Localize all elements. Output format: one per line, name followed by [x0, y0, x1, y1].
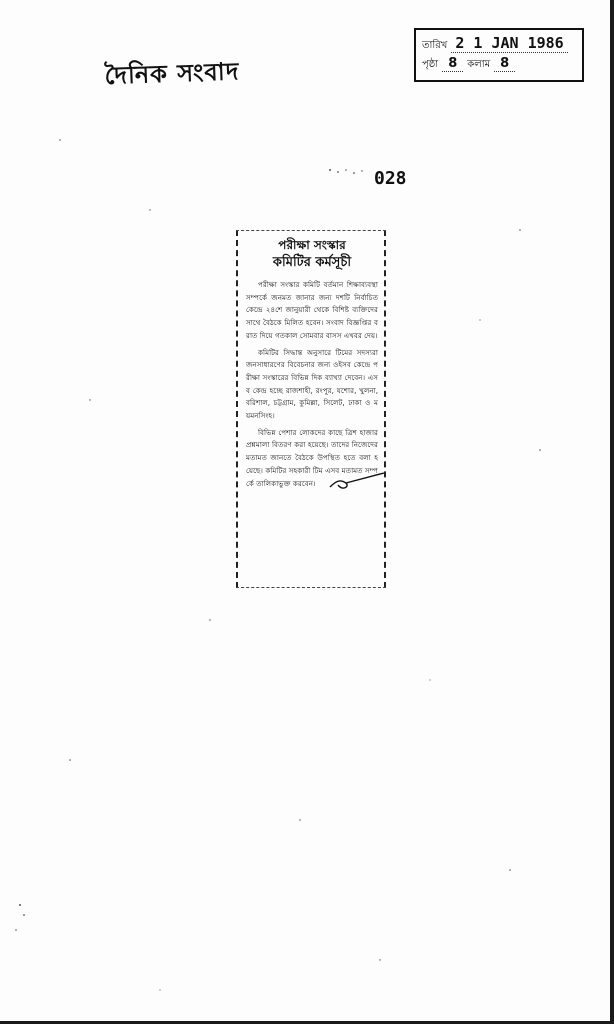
- article-paragraph: বিভিন্ন পেশার লোকদের কাছে ত্রিশ হাজার প্রশ্নমালা বিতরণ করা হয়েছে। তাদের নিজেদের মতামত জানতে বৈঠকে উপস্থিত হতে বলা হয়েছে। কমিটির সহকারী টিম এসব মতামত সম্পর্কে তালিকাভুক্ত করবেন।: [246, 427, 378, 488]
- stamp-page-row: [422, 56, 576, 78]
- article-headline-1: পরীক্ষা সংস্কার: [278, 238, 346, 252]
- hand-drawn-tick-mark-icon: [328, 471, 388, 495]
- stamp-date-value: 2 1 JAN 1986: [451, 34, 567, 53]
- article-paragraph: পরীক্ষা সংস্কার কমিটি বর্তমান শিক্ষাব্যবস্থা সম্পর্কে জনমত জানার জন্য দশটি নির্বাচিত কেন্দ্রে ২৪শে জানুয়ারী থেকে বিশিষ্ট ব্যক্তিদের সাথে বৈঠকে মিলিত হবেন। সংবাদ বিজ্ঞপ্তির বরাত দিয়ে গতকাল সোমবার বাসস এখবর দেয়।: [246, 280, 378, 340]
- stamp-column-label: কলাম: [467, 59, 491, 70]
- stamp-date-label: তারিখ: [422, 40, 448, 51]
- scan-right-border: [610, 0, 614, 1024]
- archive-date-stamp: [414, 28, 584, 82]
- stamp-page-value: 8: [442, 56, 463, 72]
- article-headline-2: কমিটির কর্মসূচী: [272, 255, 352, 270]
- archive-page-number: 028: [374, 168, 407, 189]
- stamp-page-label: পৃষ্ঠা: [422, 59, 439, 70]
- stamp-date-row: [422, 34, 576, 56]
- newspaper-clipping: [236, 230, 386, 588]
- newspaper-masthead: দৈনিক সংবাদ: [104, 56, 240, 90]
- article-paragraph: কমিটির সিদ্ধান্ত অনুসারে টিমের সদস্যরা জনসাধারণের বিবেচনার জন্য ওইসব কেন্দ্রে পরীক্ষা সংস্কারের বিভিন্ন দিক ব্যাখ্যা দেবেন। এসব কেন্দ্র হচ্ছে রাজশাহী, রংপুর, যশোর, খুলনা, বরিশাল, চট্টগ্রাম, কুমিল্লা, সিলেট, ঢাকা ও ময়মনসিংহ।: [246, 347, 378, 421]
- stamp-column-value: 8: [494, 56, 515, 72]
